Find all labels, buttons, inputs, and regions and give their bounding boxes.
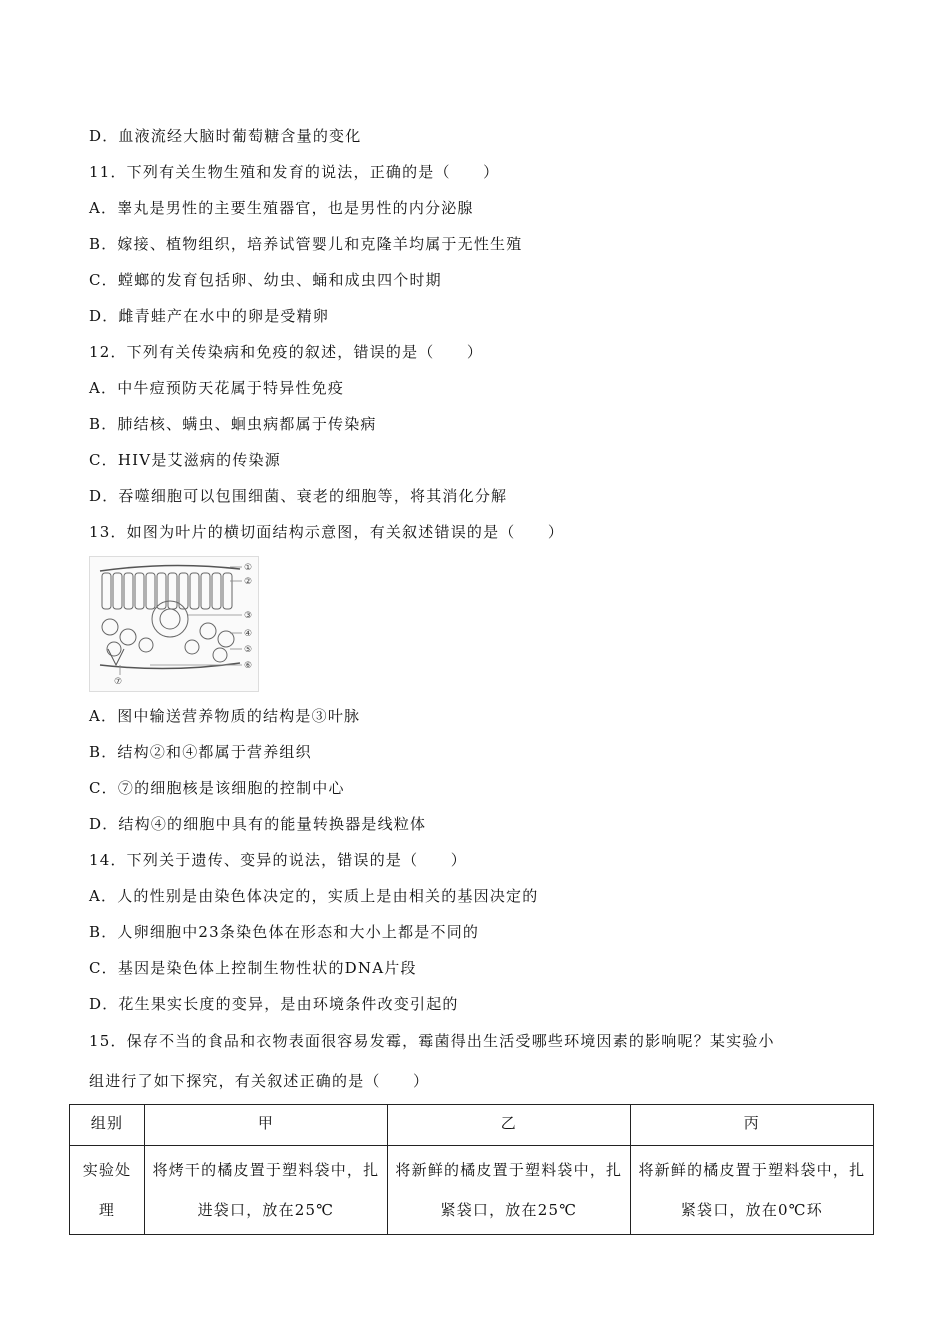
q13-option-c: C．⑦的细胞核是该细胞的控制中心 bbox=[89, 779, 345, 797]
header-group: 组别 bbox=[70, 1105, 145, 1146]
figure-label-2: ② bbox=[244, 577, 253, 587]
leaf-cross-section-figure bbox=[89, 556, 259, 692]
cell-jia-treatment: 将烤干的橘皮置于塑料袋中，扎进袋口，放在25℃ bbox=[145, 1146, 388, 1235]
q13-option-d: D．结构④的细胞中具有的能量转换器是线粒体 bbox=[89, 815, 427, 833]
question-12: 12．下列有关传染病和免疫的叙述，错误的是（ ） bbox=[89, 343, 484, 361]
question-11: 11．下列有关生物生殖和发育的说法，正确的是（ ） bbox=[89, 163, 500, 181]
q14-option-d: D．花生果实长度的变异，是由环境条件改变引起的 bbox=[89, 995, 459, 1013]
q14-option-c: C．基因是染色体上控制生物性状的DNA片段 bbox=[89, 959, 417, 977]
q10-option-d: D．血液流经大脑时葡萄糖含量的变化 bbox=[89, 127, 362, 145]
q11-option-d: D．雌青蛙产在水中的卵是受精卵 bbox=[89, 307, 330, 325]
question-15-line-2: 组进行了如下探究，有关叙述正确的是（ ） bbox=[89, 1072, 430, 1090]
q14-option-a: A．人的性别是由染色体决定的，实质上是由相关的基因决定的 bbox=[89, 887, 539, 905]
q12-option-a: A．中牛痘预防天花属于特异性免疫 bbox=[89, 379, 345, 397]
figure-label-7: ⑦ bbox=[114, 677, 123, 687]
question-13: 13．如图为叶片的横切面结构示意图，有关叙述错误的是（ ） bbox=[89, 523, 565, 541]
q13-option-b: B．结构②和④都属于营养组织 bbox=[89, 743, 312, 761]
q13-option-a: A．图中输送营养物质的结构是③叶脉 bbox=[89, 707, 361, 725]
leaf-diagram bbox=[90, 557, 258, 691]
experiment-table bbox=[69, 1104, 874, 1235]
table-row bbox=[70, 1146, 874, 1235]
figure-label-3: ③ bbox=[244, 611, 253, 621]
cell-yi-treatment: 将新鲜的橘皮置于塑料袋中，扎紧袋口，放在25℃ bbox=[387, 1146, 630, 1235]
header-yi: 乙 bbox=[387, 1105, 630, 1146]
question-14: 14．下列关于遗传、变异的说法，错误的是（ ） bbox=[89, 851, 467, 869]
q11-option-b: B．嫁接、植物组织，培养试管婴儿和克隆羊均属于无性生殖 bbox=[89, 235, 523, 253]
figure-label-4: ④ bbox=[244, 629, 253, 639]
figure-label-5: ⑤ bbox=[244, 645, 253, 655]
row-label-treatment: 实验处理 bbox=[70, 1146, 145, 1235]
q11-option-c: C．螳螂的发育包括卵、幼虫、蛹和成虫四个时期 bbox=[89, 271, 442, 289]
figure-label-1: ① bbox=[244, 563, 253, 573]
q12-option-d: D．吞噬细胞可以包围细菌、衰老的细胞等，将其消化分解 bbox=[89, 487, 508, 505]
question-15-line-1: 15．保存不当的食品和衣物表面很容易发霉，霉菌得出生活受哪些环境因素的影响呢？某实验小 bbox=[89, 1032, 775, 1050]
cell-bing-treatment: 将新鲜的橘皮置于塑料袋中，扎紧袋口，放在0℃环 bbox=[630, 1146, 873, 1235]
table-header-row bbox=[70, 1105, 874, 1146]
q14-option-b: B．人卵细胞中23条染色体在形态和大小上都是不同的 bbox=[89, 923, 480, 941]
header-bing: 丙 bbox=[630, 1105, 873, 1146]
q11-option-a: A．睾丸是男性的主要生殖器官，也是男性的内分泌腺 bbox=[89, 199, 474, 217]
header-jia: 甲 bbox=[145, 1105, 388, 1146]
q12-option-c: C．HIV是艾滋病的传染源 bbox=[89, 451, 281, 469]
q12-option-b: B．肺结核、螨虫、蛔虫病都属于传染病 bbox=[89, 415, 377, 433]
figure-label-6: ⑥ bbox=[244, 661, 253, 671]
